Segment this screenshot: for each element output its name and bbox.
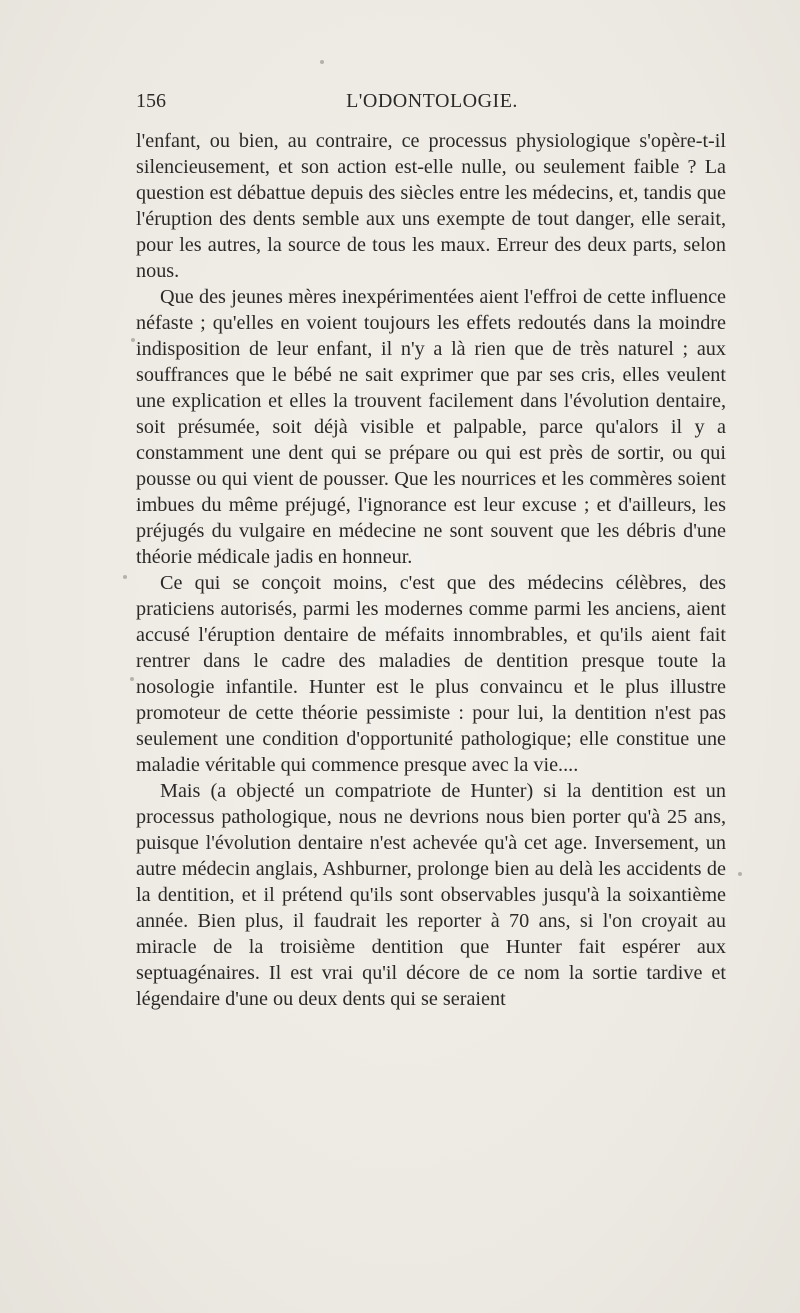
paper-speck (123, 575, 127, 579)
running-head: L'ODONTOLOGIE. (346, 90, 518, 112)
body-text (136, 128, 726, 1012)
paper-speck (320, 60, 324, 64)
paragraph-3: Ce qui se conçoit moins, c'est que des médecins célèbres, des praticiens autorisés, parmi les modernes comme parmi les anciens, aient accusé l'éruption dentaire de méfaits innombrables, et qu'ils aient fait rentrer dans le cadre des maladies de dentition presque toute la nosologie infantile. Hunter est le plus convaincu et le plus illustre promoteur de cette théorie pessimiste : pour lui, la dentition n'est pas seulement une condition d'opportunité pathologique; elle constitue une maladie véritable qui commence presque avec la vie.... (136, 572, 726, 776)
page-number: 156 (136, 90, 166, 112)
paper-speck (738, 872, 742, 876)
paragraph-1: l'enfant, ou bien, au contraire, ce processus physiologique s'opère-t-il silencieusement, et son action est-elle nulle, ou seulement faible ? La question est débattue depuis des siècles entre les médecins, et, tandis que l'éruption des dents semble aux uns exempte de tout danger, elle serait, pour les autres, la source de tous les maux. Erreur des deux parts, selon nous. (136, 130, 726, 282)
page-header (136, 90, 728, 120)
paragraph-2: Que des jeunes mères inexpérimentées aient l'effroi de cette influence néfaste ; qu'elles en voient toujours les effets redoutés dans la moindre indisposition de leur enfant, il n'y a là rien que de très naturel ; aux souffrances que le bébé ne sait exprimer que par ses cris, elles veulent une explication et elles la trouvent facilement dans l'évolution dentaire, soit présumée, soit déjà visible et palpable, parce qu'alors il y a constamment une dent qui se prépare ou qui est près de sortir, ou qui pousse ou qui vient de pousser. Que les nourrices et les commères soient imbues du même préjugé, l'ignorance est leur excuse ; et d'ailleurs, les préjugés du vulgaire en médecine ne sont souvent que les débris d'une théorie médicale jadis en honneur. (136, 286, 726, 568)
paragraph-4: Mais (a objecté un compatriote de Hunter) si la dentition est un processus pathologique, nous ne devrions nous bien porter qu'à 25 ans, puisque l'évolution dentaire n'est achevée qu'à cet age. Inversement, un autre médecin anglais, Ashburner, prolonge bien au delà les accidents de la dentition, et il prétend qu'ils sont observables jusqu'à la soixantième année. Bien plus, il faudrait les reporter à 70 ans, si l'on croyait au miracle de la troisième dentition que Hunter fait espérer aux septuagénaires. Il est vrai qu'il décore de ce nom la sortie tardive et légendaire d'une ou deux dents qui se seraient (136, 780, 726, 1010)
paper-speck (130, 677, 134, 681)
paper-speck (131, 338, 135, 342)
